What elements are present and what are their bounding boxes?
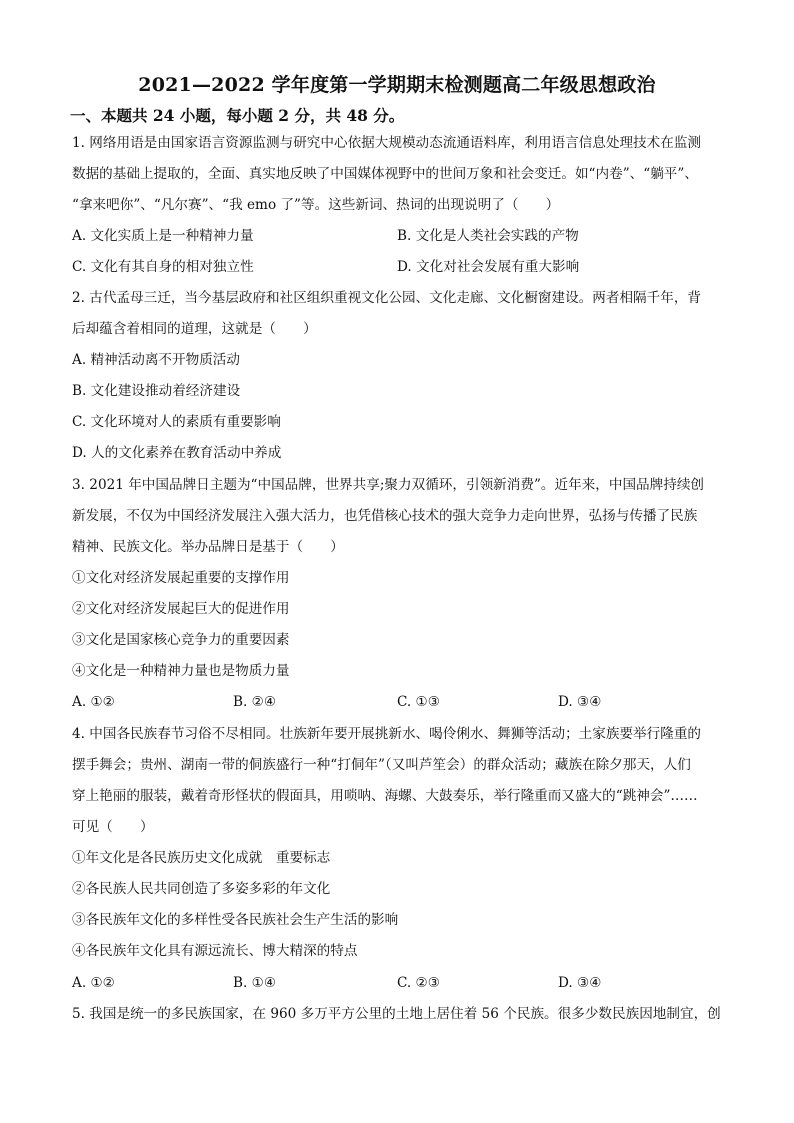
question-1-line-1: 1. 网络用语是由国家语言资源监测与研究中心依据大规模动态流通语料库，利用语言信息处理技术在监测 <box>72 135 702 151</box>
question-4-option-b: B. ①④ <box>233 975 277 991</box>
question-1-option-a: A. 文化实质上是一种精神力量 <box>72 228 254 244</box>
question-1-line-3: “拿来吧你”、“凡尔赛”、“我 emo 了”等。这些新词、热词的出现说明了（ ） <box>72 197 560 213</box>
question-4-option-c: C. ②③ <box>397 975 440 991</box>
question-4-statement-1: ①年文化是各民族历史文化成就 重要标志 <box>72 850 331 866</box>
question-3-option-b: B. ②④ <box>233 694 277 710</box>
question-3-option-d: D. ③④ <box>558 694 602 710</box>
question-4-statement-4: ④各民族年文化具有源远流长、博大精深的特点 <box>72 943 358 959</box>
question-4-line-3: 穿上艳丽的服装，戴着奇形怪状的假面具，用唢呐、海螺、大鼓奏乐，举行隆重而又盛大的“跳神会”…… <box>72 788 698 804</box>
question-1-option-b: B. 文化是人类社会实践的产物 <box>397 228 579 244</box>
question-4-line-1: 4. 中国各民族春节习俗不尽相同。壮族新年要开展挑新水、喝伶俐水、舞狮等活动；土家族要举行隆重的 <box>72 726 702 742</box>
question-4-line-4: 可见（ ） <box>72 819 154 835</box>
question-3-line-1: 3. 2021 年中国品牌日主题为“中国品牌，世界共享;聚力双循环，引领新消费”。近年来，中国品牌持续创 <box>72 477 705 493</box>
question-2-option-a: A. 精神活动离不开物质活动 <box>72 352 240 368</box>
question-4-line-2: 摆手舞会；贵州、湖南一带的侗族盛行一种“打侗年”（又叫芦笙会）的群众活动；藏族在除夕那天，人们 <box>72 757 691 773</box>
question-2-option-b: B. 文化建设推动着经济建设 <box>72 383 241 399</box>
question-3-line-3: 精神、民族文化。举办品牌日是基于（ ） <box>72 539 344 555</box>
question-2-option-d: D. 人的文化素养在教育活动中养成 <box>72 445 282 461</box>
question-2-line-1: 2. 古代孟母三迁，当今基层政府和社区组织重视文化公园、文化走廊、文化橱窗建设。两者相隔千年，背 <box>72 290 702 306</box>
question-1-option-d: D. 文化对社会发展有重大影响 <box>397 259 580 275</box>
section-heading: 一、本题共 24 小题，每小题 2 分，共 48 分。 <box>70 106 405 125</box>
question-4-statement-2: ②各民族人民共同创造了多姿多彩的年文化 <box>72 881 331 897</box>
page-title: 2021—2022 学年度第一学期期末检测题高二年级思想政治 <box>138 74 656 96</box>
question-2-option-c: C. 文化环境对人的素质有重要影响 <box>72 414 281 430</box>
question-2-line-2: 后却蕴含着相同的道理，这就是（ ） <box>72 321 317 337</box>
question-3-option-c: C. ①③ <box>397 694 440 710</box>
question-1-line-2: 数据的基础上提取的，全面、真实地反映了中国媒体视野中的世间万象和社会变迁。如“内卷”、“躺平”、 <box>72 166 698 182</box>
question-3-statement-4: ④文化是一种精神力量也是物质力量 <box>72 663 290 679</box>
question-4-option-a: A. ①② <box>72 975 115 991</box>
question-3-statement-3: ③文化是国家核心竞争力的重要因素 <box>72 632 290 648</box>
question-3-statement-1: ①文化对经济发展起重要的支撑作用 <box>72 570 290 586</box>
question-3-line-2: 新发展，不仅为中国经济发展注入强大活力，也凭借核心技术的强大竞争力走向世界，弘扬与传播了民族 <box>72 508 698 524</box>
question-4-statement-3: ③各民族年文化的多样性受各民族社会生产生活的影响 <box>72 912 399 928</box>
question-4-option-d: D. ③④ <box>558 975 602 991</box>
question-1-option-c: C. 文化有其自身的相对独立性 <box>72 259 254 275</box>
question-3-option-a: A. ①② <box>72 694 115 710</box>
question-3-statement-2: ②文化对经济发展起巨大的促进作用 <box>72 601 290 617</box>
question-5-line-1: 5. 我国是统一的多民族国家，在 960 多万平方公里的土地上居住着 56 个民族。很多少数民族因地制宜，创 <box>72 1006 721 1022</box>
